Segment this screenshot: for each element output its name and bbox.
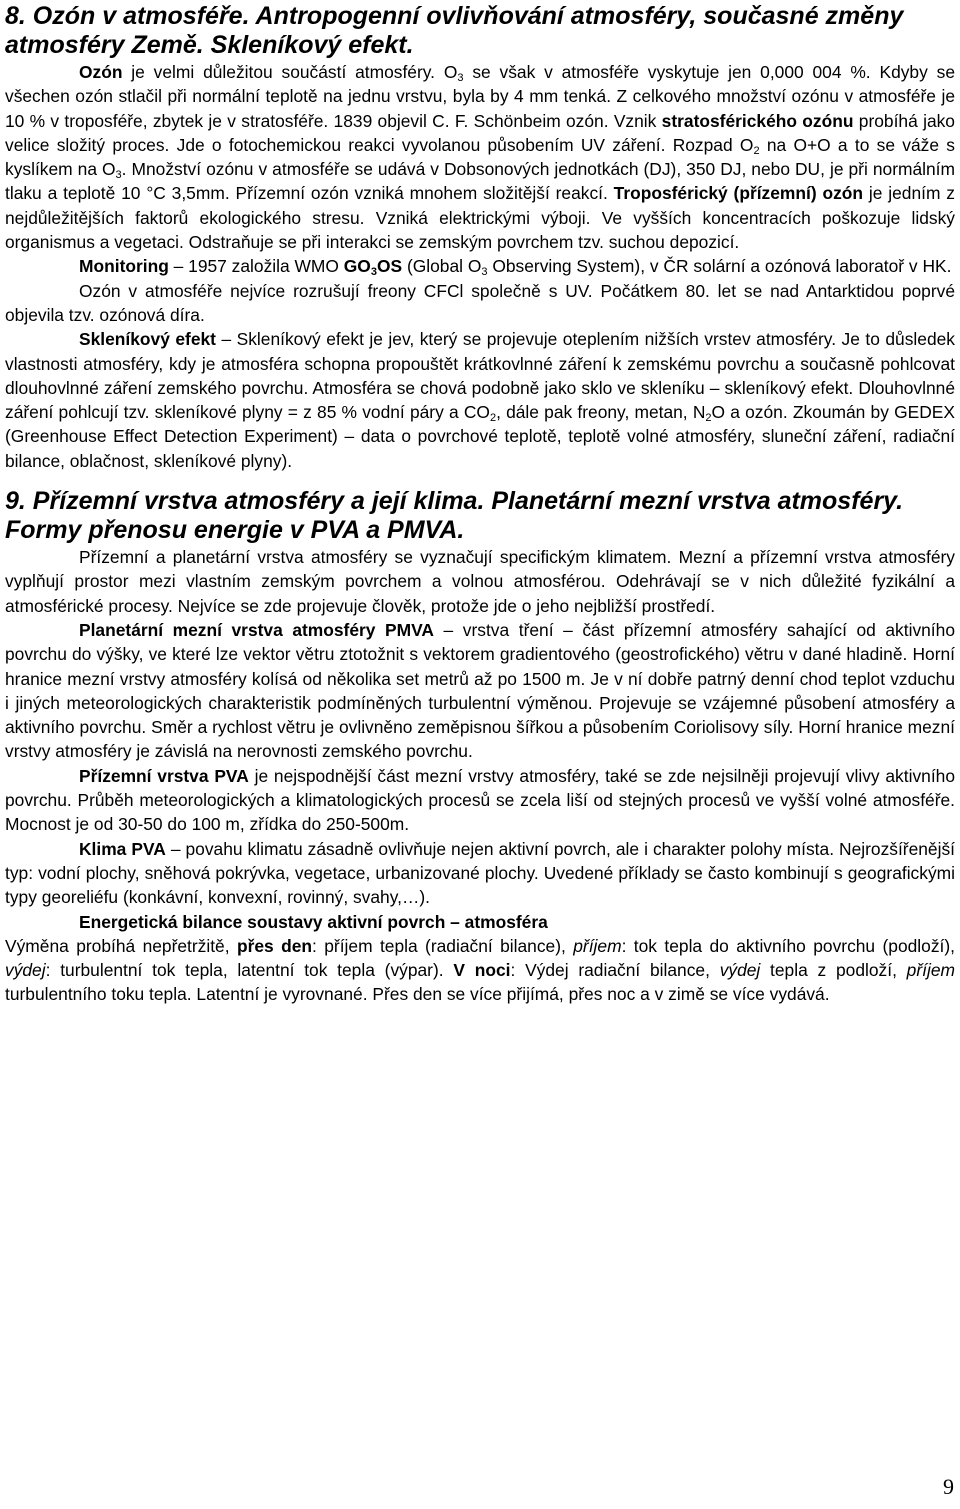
term-pva: Přízemní vrstva PVA — [79, 765, 249, 786]
greenhouse-paragraph: Skleníkový efekt – Skleníkový efekt je jev, který se projevuje oteplením nižších vrstev atmosféry. Je to důsledek vlastnosti atmosféry, kdy je atmosféra schopna propouštět krátkovlnné záření k zemskému povrchu a současně pohlcovat dlouhovlnné záření zemského povrchu. Atmosféra se chová podobně jako sklo ve skleníku – skleníkový efekt. Dlouhovlnné záření pohlcují tzv. skleníkové plyny = z 85 % vodní páry a $CO_2$, dále pak freony, metan, $N_2O$ a ozón. Zkoumán by GEDEX (Greenhouse Effect Detection Experiment) – data o povrchové teplotě, teplotě volné atmosféry, sluneční záření, radiační bilance, oblačnost, skleníkové plyny). — [5, 329, 955, 471]
section-9-heading: 9. Přízemní vrstva atmosféry a její klima. Planetární mezní vrstva atmosféry. Formy přenosu energie v PVA a PMVA. — [5, 487, 904, 545]
pva-paragraph: Přízemní vrstva PVA je nejspodnější část mezní vrstvy atmosféry, také se zde nejsilněji projevují vlivy aktivního povrchu. Průběh meteorologických a klimatologických procesů se zcela liší od stejných procesů ve vyšší volné atmosféře. Mocnost je od 30-50 do 100 m, zřídka do 250-500m. — [5, 765, 955, 835]
energy-exchange-paragraph: Výměna probíhá nepřetržitě, přes den: příjem tepla (radiační bilance), příjem: tok tepla do aktivního povrchu (podloží), výdej: turbulentní tok tepla, latentní tok tepla (výpar). V noci: Výdej radiační bilance, výdej tepla z podloží, příjem turbulentního toku tepla. Latentní je vyrovnané. Přes den se více přijímá, přes noc a v zimě se více vydává. — [5, 935, 955, 1005]
term-tropospheric-ozone: Troposférický (přízemní) ozón — [613, 183, 864, 204]
term-climate-pva: Klima PVA — [79, 838, 166, 859]
ozone-paragraph: Ozón je velmi důležitou součástí atmosféry. $O_3$ se však v atmosféře vyskytuje jen 0,000 004 %. Kdyby se všechen ozón stlačil při normální teplotě na jednu vrstvu, byla by 4 mm tenká. Z celkového množství ozónu v atmosféře je 10 % v troposféře, zbytek je v stratosféře. 1839 objevil C. F. Schönbeim ozón. Vznik stratosférického ozónu probíhá jako velice složitý proces. Jde o fotochemickou reakci vyvolanou působením UV záření. Rozpad $O_2$ na O+O a to se váže s kyslíkem na $O_3$. Množství ozónu v atmosféře se udává v Dobsonových jednotkách (DJ), 350 DJ, nebo DU, je při normálním tlaku a teplotě 10 °C 3,5mm. Přízemní ozón vzniká mnohem složitější reakcí. Troposférický (přízemní) ozón je jedním z nejdůležitějších faktorů ekologického stresu. Vzniká elektrickými výboji. Ve vyšších koncentracích poškozuje lidský organismus a vegetaci. Odstraňuje se při interakci se zemským povrchem tzv. suchou depozicí. — [5, 62, 955, 253]
section-8-heading: 8. Ozón v atmosféře. Antropogenní ovlivňování atmosféry, současné změny atmosféry Země. Skleníkový efekt. — [5, 2, 904, 59]
intro-paragraph: Přízemní a planetární vrstva atmosféry se vyznačují specifickým klimatem. Mezní a přízemní vrstva atmosféry vyplňují prostor mezi vlastním zemským povrchem a volnou atmosférou. Odehrávají se v nich důležité fyzikální a atmosférické procesy. Nejvíce se zde projevuje člověk, protože jde o jeho nejbližší prostředí. — [5, 547, 955, 616]
pmva-paragraph: Planetární mezní vrstva atmosféry PMVA – vrstva tření – část přízemní atmosféry sahající od aktivního povrchu do výšky, ve které lze vektor větru ztotožnit s vektorem gradientového (geostrofického) větru v dané hladině. Horní hranice mezní vrstvy atmosféry kolísá od několika set metrů až po 1500 m. Je v ní dobře patrný denní chod teplot vzduchu i jiných meteorologických charakteristik podmíněných turbulentní výměnou. Projevuje se vzájemné působení atmosféry a aktivního povrchu. Směr a rychlost větru je ovlivněno zeměpisnou šířkou a působením Coriolisovy síly. Horní hranice mezní vrstvy atmosféry je závislá na nerovnosti zemského povrchu. — [5, 619, 955, 762]
climate-pva-paragraph: Klima PVA – povahu klimatu zásadně ovlivňuje nejen aktivní povrch, ale i charakter polohy místa. Nejrozšířenější typ: vodní plochy, sněhová pokrývka, vegetace, urbanizované plochy. Uvedené příklady se často kombinují s geografickými typy georeliéfu (konkávní, konvexní, rovinný, svahy,…). — [5, 838, 955, 908]
document-page — [5, 0, 955, 1007]
monitoring-paragraph: Monitoring – 1957 založila WMO $GO_3OS$ (Global $O_3$ Observing System), v ČR solární a ozónová laboratoř v HK. — [79, 256, 952, 279]
term-stratospheric-ozone: stratosférického ozónu — [661, 110, 854, 131]
ozone-hole-paragraph: Ozón v atmosféře nejvíce rozrušují freony CFCl společně s UV. Počátkem 80. let se nad Antarktidou poprvé objevila tzv. ozónová díra. — [5, 280, 955, 325]
term-ozone: Ozón — [79, 62, 123, 82]
page-number: 9 — [943, 1474, 954, 1499]
term-pmva: Planetární mezní vrstva atmosféry PMVA — [79, 619, 434, 640]
term-monitoring: Monitoring — [79, 256, 169, 277]
energy-balance-heading: Energetická bilance soustavy aktivní povrch – atmosféra — [79, 911, 548, 932]
term-greenhouse-effect: Skleníkový efekt — [79, 329, 216, 350]
